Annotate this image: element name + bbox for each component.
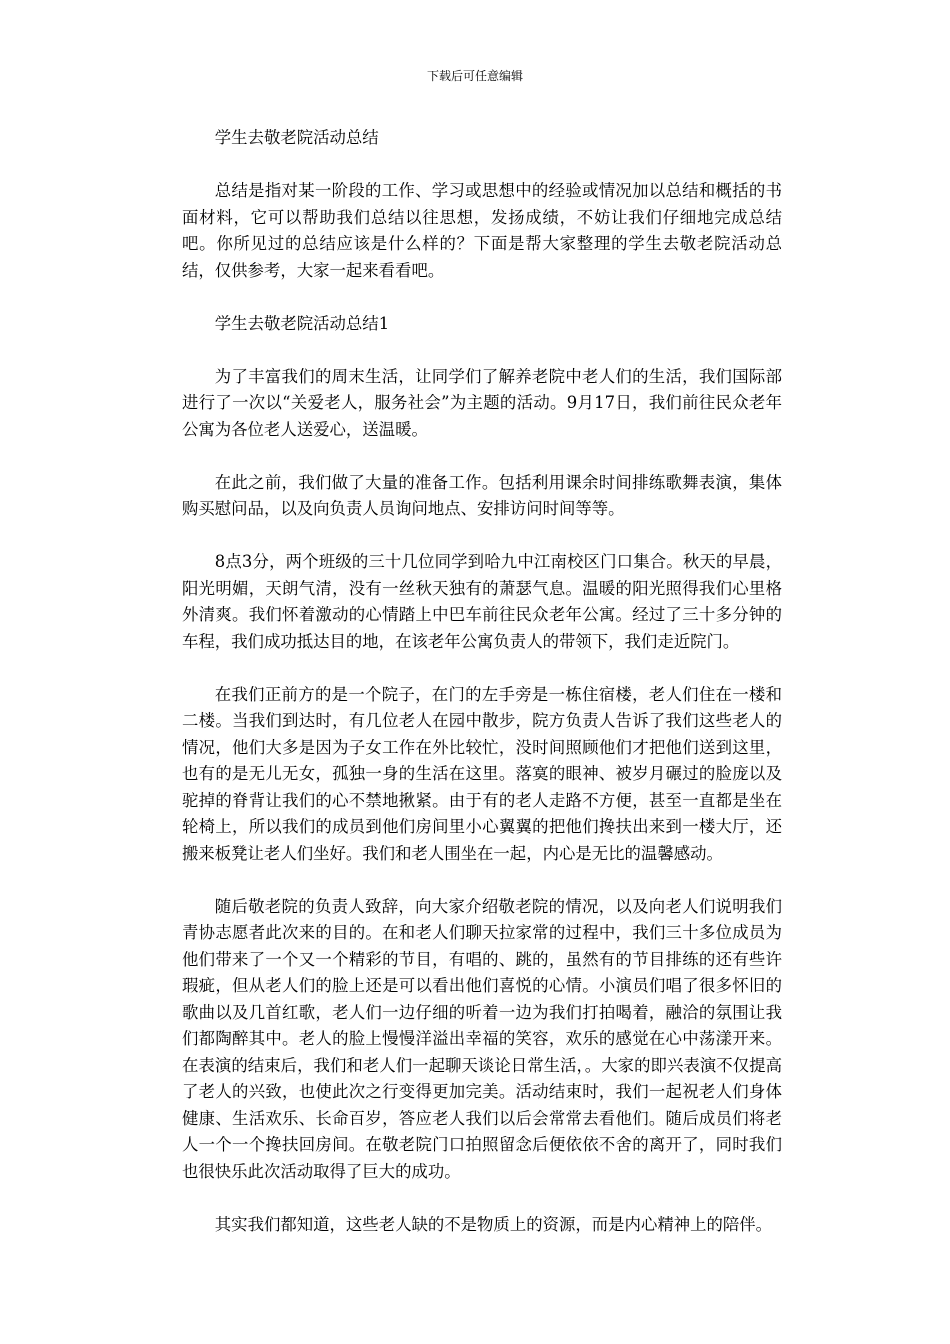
page-header-note: 下载后可任意编辑: [426, 69, 523, 83]
section-title: 学生去敬老院活动总结1: [214, 313, 390, 333]
intro-paragraph: 总结是指对某一阶段的工作、学习或思想中的经验或情况加以总结和概括的书面材料，它可以帮助我们总结以往思想，发扬成绩，不妨让我们仔细地完成总结吧。你所见过的总结应该是什么样的？下面是帮大家整理的学生去敬老院活动总结，仅供参考，大家一起来看看吧。: [182, 181, 782, 280]
body-paragraph: 随后敬老院的负责人致辞，向大家介绍敬老院的情况，以及向老人们说明我们青协志愿者此次来的目的。在和老人们聊天拉家常的过程中，我们三十多位成员为他们带来了一个又一个精彩的节目，有唱的、跳的，虽然有的节目排练的还有些许瑕疵，但从老人们的脸上还是可以看出他们喜悦的心情。小演员们唱了很多怀旧的歌曲以及几首红歌，老人们一边仔细的听着一边为我们打拍喝着，融洽的氛围让我们都陶醉其中。老人的脸上慢慢洋溢出幸福的笑容，欢乐的感觉在心中荡漾开来。在表演的结束后，我们和老人们一起聊天谈论日常生活，。大家的即兴表演不仅提高了老人的兴致，也使此次之行变得更加完美。活动结束时，我们一起祝老人们身体健康、生活欢乐、长命百岁，答应老人我们以后会常常去看他们。随后成员们将老人一个一个搀扶回房间。在敬老院门口拍照留念后便依依不舍的离开了，同时我们也很快乐此次活动取得了巨大的成功。: [182, 896, 782, 1181]
body-paragraph: 其实我们都知道，这些老人缺的不是物质上的资源，而是内心精神上的陪伴。: [214, 1214, 773, 1234]
body-paragraph: 8点3分，两个班级的三十几位同学到哈九中江南校区门口集合。秋天的早晨，阳光明媚，天朗气清，没有一丝秋天独有的萧瑟气息。温暖的阳光照得我们心里格外清爽。我们怀着激动的心情踏上中巴车前往民众老年公寓。经过了三十多分钟的车程，我们成功抵达目的地，在该老年公寓负责人的带领下，我们走近院门。: [182, 552, 782, 651]
body-paragraph: 在此之前，我们做了大量的准备工作。包括利用课余时间排练歌舞表演，集体购买慰问品，以及向负责人员询问地点、安排访问时间等等。: [182, 472, 782, 518]
body-paragraph: 为了丰富我们的周末生活，让同学们了解养老院中老人们的生活，我们国际部进行了一次以“关爱老人，服务社会”为主题的活动。9月17日，我们前往民众老年公寓为各位老人送爱心，送温暖。: [182, 366, 782, 439]
document-body: [182, 125, 782, 1265]
body-paragraph: 在我们正前方的是一个院子，在门的左手旁是一栋住宿楼，老人们住在一楼和二楼。当我们到达时，有几位老人在园中散步，院方负责人告诉了我们这些老人的情况，他们大多是因为子女工作在外比较忙，没时间照顾他们才把他们送到这里，也有的是无儿无女，孤独一身的生活在这里。落寞的眼神、被岁月碾过的脸庞以及驼掉的脊背让我们的心不禁地揪紧。由于有的老人走路不方便，甚至一直都是坐在轮椅上，所以我们的成员到他们房间里小心翼翼的把他们搀扶出来到一楼大厅，还搬来板凳让老人们坐好。我们和老人围坐在一起，内心是无比的温馨感动。: [182, 684, 782, 863]
document-title: 学生去敬老院活动总结: [214, 128, 379, 147]
